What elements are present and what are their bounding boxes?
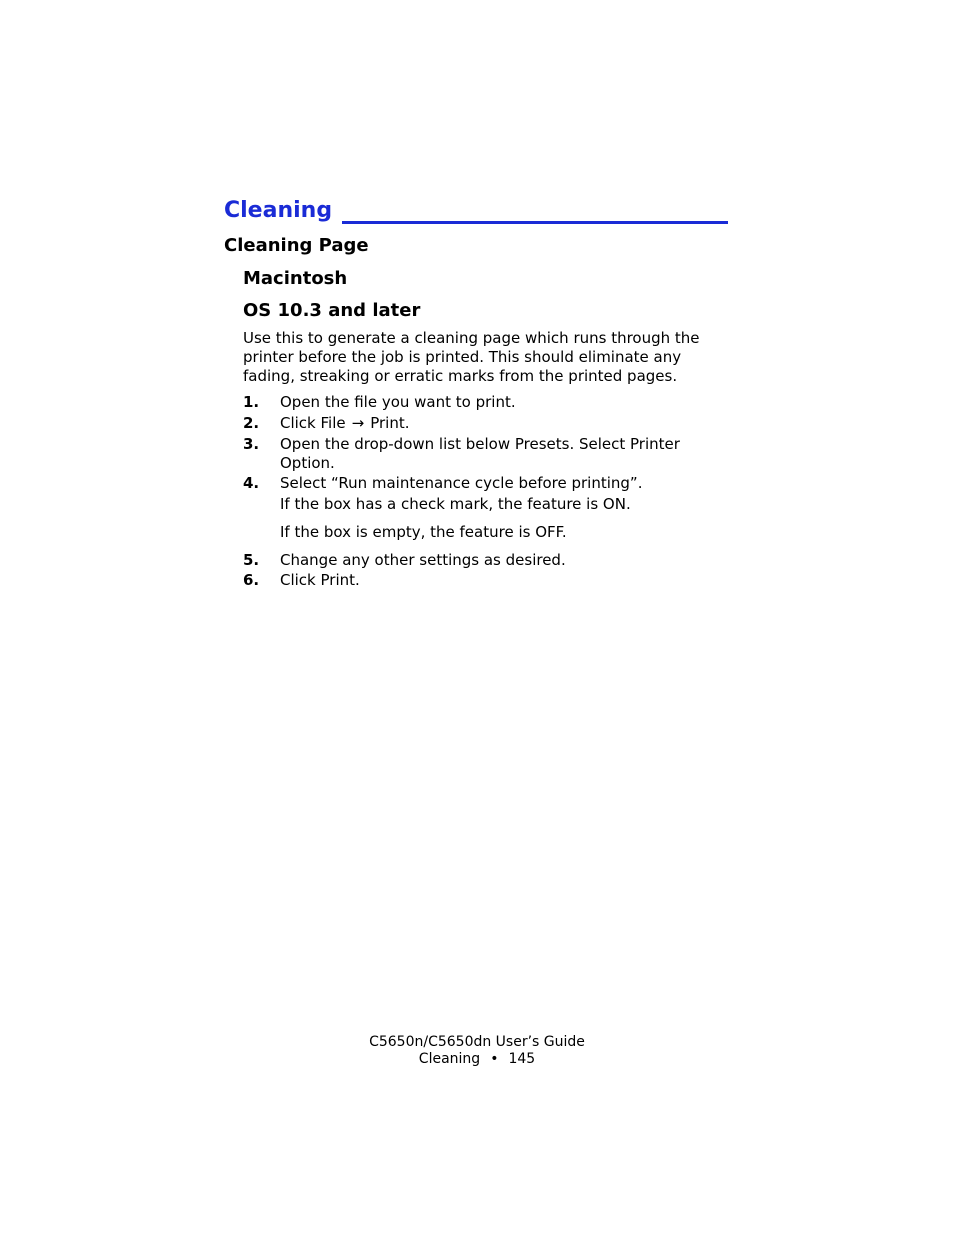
section-heading: Cleaning Page [224, 235, 369, 256]
footer-section-name: Cleaning [418, 1051, 481, 1067]
step-text: Open the file you want to print. [280, 393, 516, 411]
step-text [280, 414, 728, 433]
footer-page-info [0, 1050, 954, 1068]
step-text: Change any other settings as desired. [280, 551, 566, 569]
step-4 [243, 474, 728, 493]
step-1 [243, 393, 728, 412]
step-text-before: Click File [280, 414, 346, 432]
step-note: If the box is empty, the feature is OFF. [280, 523, 567, 541]
step-text: Click Print. [280, 571, 360, 589]
step-text-after: Print. [370, 414, 410, 432]
step-number: 4. [243, 474, 260, 492]
footer-guide-title: C5650n/C5650dn User’s Guide [369, 1034, 585, 1050]
step-number: 2. [243, 414, 260, 432]
step-2 [243, 414, 728, 433]
step-text: Select “Run maintenance cycle before printing”. [280, 474, 643, 492]
step-number: 5. [243, 551, 260, 569]
step-3 [243, 435, 728, 473]
step-number: 3. [243, 435, 260, 453]
page-number: 145 [508, 1051, 536, 1067]
footer-separator: • [490, 1051, 499, 1067]
os-version-heading: OS 10.3 and later [243, 300, 421, 321]
subsection-heading: Macintosh [243, 268, 348, 289]
intro-paragraph: Use this to generate a cleaning page which runs through the printer before the job is printed. This should eliminate any fading, streaking or erratic marks from the printed pages. [243, 329, 700, 385]
step-5 [243, 551, 728, 570]
step-6 [243, 571, 728, 590]
right-arrow-icon: → [351, 414, 365, 432]
step-number: 6. [243, 571, 260, 589]
step-note: If the box has a check mark, the feature is ON. [280, 495, 631, 513]
chapter-title [224, 196, 728, 226]
chapter-title-rule [342, 196, 728, 224]
step-number: 1. [243, 393, 260, 411]
chapter-title-text: Cleaning [224, 198, 333, 223]
step-text: Open the drop-down list below Presets. Select Printer Option. [280, 435, 680, 472]
